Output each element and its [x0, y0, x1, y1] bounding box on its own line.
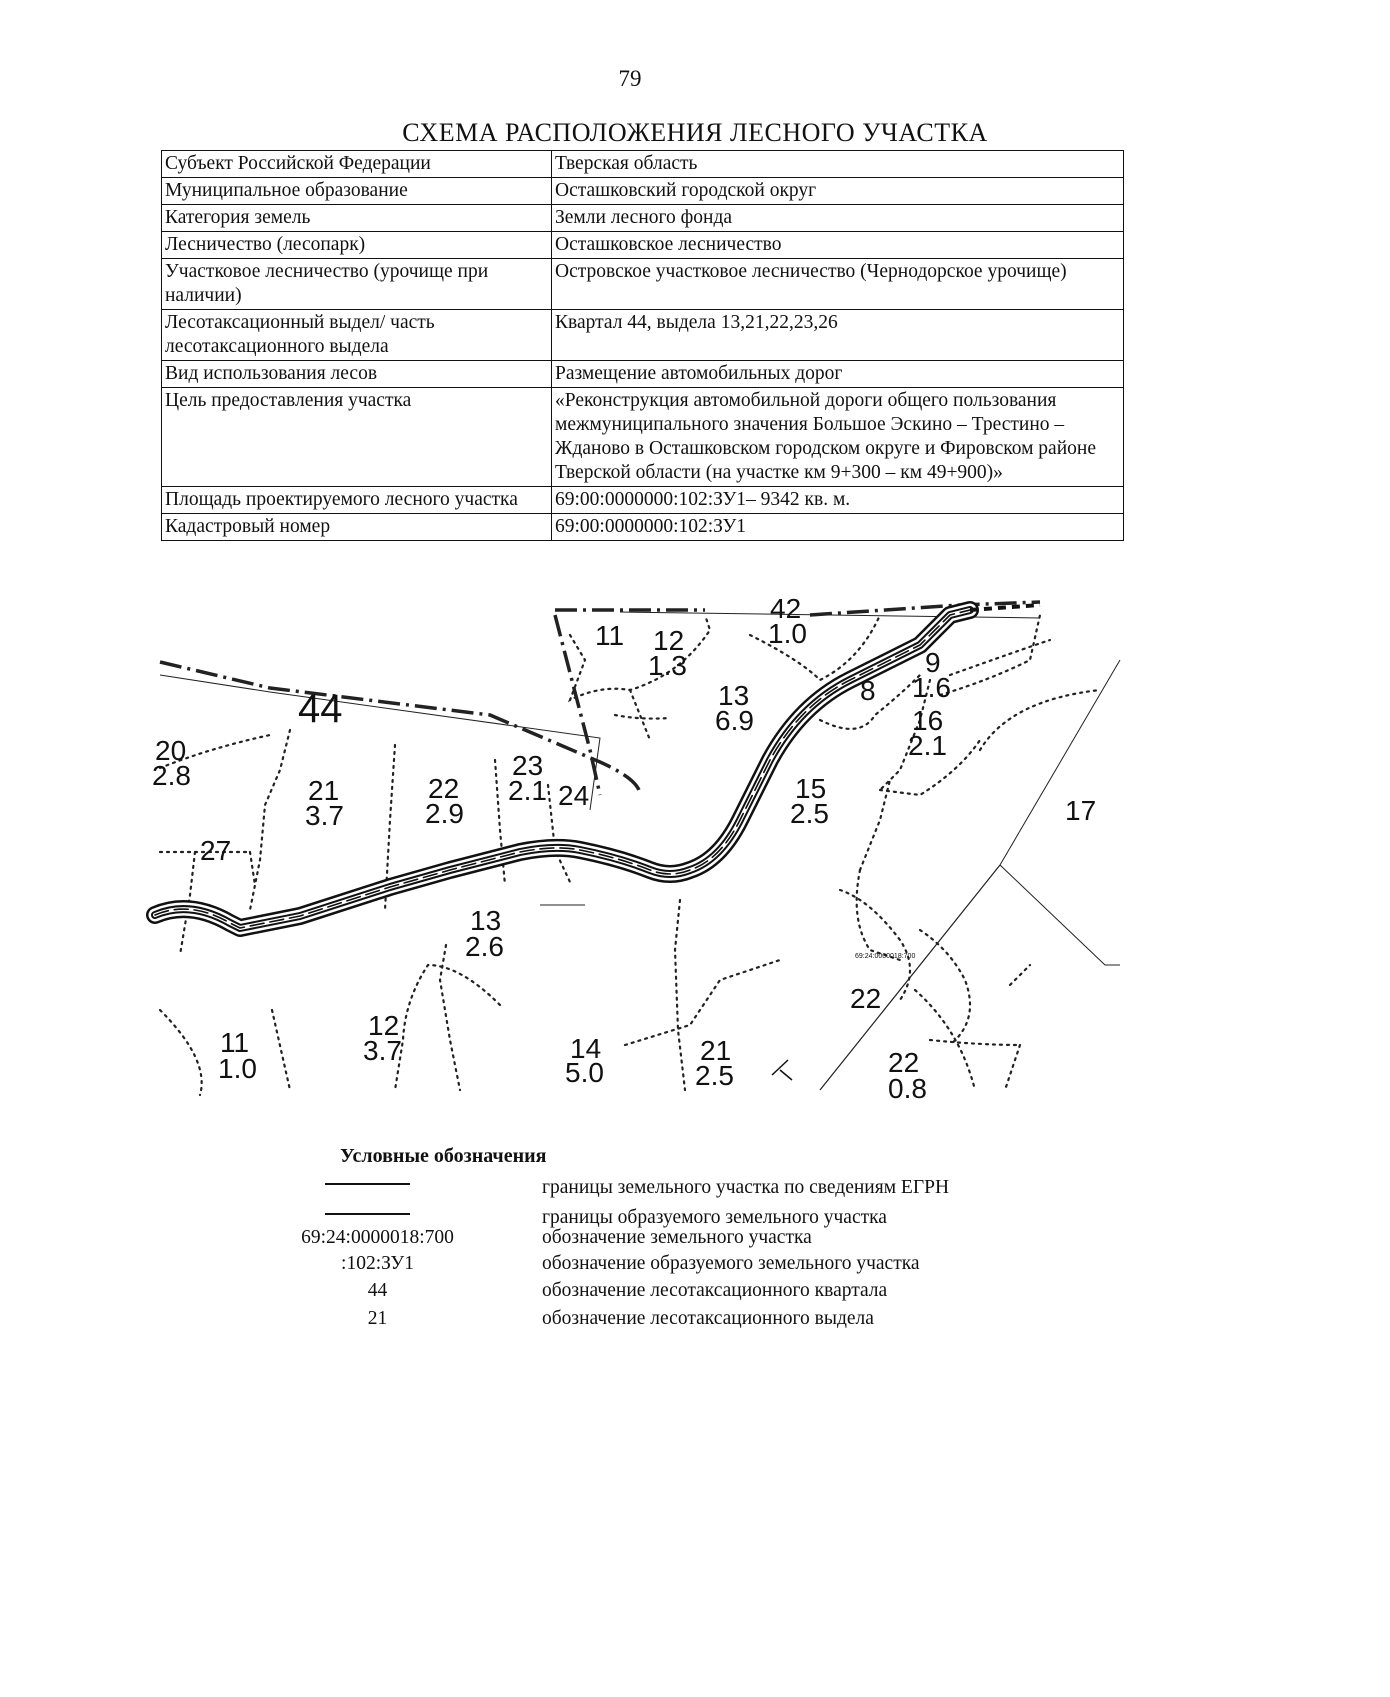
parcel-label: 69:24:0000018:700 — [855, 953, 916, 960]
legend-item — [270, 1280, 1030, 1306]
plot-number: 20 — [155, 735, 187, 766]
row-label: Вид использования лесов — [162, 361, 552, 388]
row-value: 69:00:0000000:102:ЗУ1– 9342 кв. м. — [552, 487, 1124, 514]
row-label: Категория земель — [162, 205, 552, 232]
legend-item — [270, 1253, 1030, 1279]
plot-area: 2.8 — [152, 760, 191, 791]
new-boundary-line-icon — [325, 1213, 410, 1215]
legend-item — [270, 1177, 1030, 1203]
row-label: Муниципальное образование — [162, 178, 552, 205]
legend-symbol: 44 — [367, 1280, 388, 1301]
row-label: Площадь проектируемого лесного участка — [162, 487, 552, 514]
plot-area: 2.5 — [695, 1060, 734, 1091]
plot-number: 8 — [860, 675, 876, 706]
plot-area: 2.5 — [790, 798, 829, 829]
plot-number: 21 — [308, 775, 340, 806]
legend-text: обозначение образуемого земельного участка — [542, 1253, 920, 1274]
table-row — [162, 205, 1124, 232]
plot-number: 22 — [428, 773, 460, 804]
plot-area: 0.8 — [888, 1073, 927, 1104]
table-row — [162, 361, 1124, 388]
legend-text: обозначение земельного участка — [542, 1227, 812, 1248]
plot-number: 12 — [368, 1010, 400, 1041]
plot-number: 17 — [1065, 795, 1097, 826]
plot-number: 23 — [512, 750, 544, 781]
plot-number: 14 — [570, 1033, 602, 1064]
row-value: Осташковское лесничество — [552, 232, 1124, 259]
table-row — [162, 259, 1124, 310]
row-value: Размещение автомобильных дорог — [552, 361, 1124, 388]
plot-number: 21 — [700, 1035, 732, 1066]
info-table — [161, 150, 1124, 541]
row-label: Лесничество (лесопарк) — [162, 232, 552, 259]
row-value: «Реконструкция автомобильной дороги общего пользования межмуниципального значения Большое Эскино – Трестино – Жданово в Осташковском городском округе и Фировском районе Тверской области (на участке км 9+300 – км 49+900)» — [552, 388, 1124, 487]
legend-text: обозначение лесотаксационного выдела — [542, 1308, 874, 1329]
plot-area: 3.7 — [305, 800, 344, 831]
plot-area: 3.7 — [363, 1035, 402, 1066]
document-title: СХЕМА РАСПОЛОЖЕНИЯ ЛЕСНОГО УЧАСТКА — [402, 118, 988, 147]
legend-symbol: :102:ЗУ1 — [341, 1253, 414, 1274]
egrn-boundary-line-icon — [325, 1183, 410, 1185]
forest-plot-map — [152, 593, 1120, 1104]
row-label: Цель предоставления участка — [162, 388, 552, 487]
plot-area: 6.9 — [715, 705, 754, 736]
plot-area: 1.3 — [648, 650, 687, 681]
plot-number: 15 — [795, 773, 827, 804]
quarter-label: 44 — [298, 687, 343, 731]
row-value: Квартал 44, выдела 13,21,22,23,26 — [552, 310, 1124, 361]
plot-area: 1.0 — [768, 618, 807, 649]
row-value: Земли лесного фонда — [552, 205, 1124, 232]
row-value: 69:00:0000000:102:ЗУ1 — [552, 514, 1124, 541]
page-number: 79 — [618, 66, 642, 91]
legend-text: границы земельного участка по сведениям ЕГРН — [542, 1177, 950, 1198]
table-row — [162, 487, 1124, 514]
plot-area: 2.6 — [465, 931, 504, 962]
legend-heading: Условные обозначения — [340, 1145, 547, 1167]
plot-area: 2.1 — [508, 775, 547, 806]
plot-area: 1.6 — [912, 672, 951, 703]
plot-area: 2.1 — [908, 730, 947, 761]
plot-number: 22 — [850, 983, 882, 1014]
table-row — [162, 388, 1124, 487]
legend-item — [270, 1308, 1030, 1334]
plot-area: 1.0 — [218, 1053, 257, 1084]
table-row — [162, 514, 1124, 541]
row-label: Субъект Российской Федерации — [162, 151, 552, 178]
row-label: Кадастровый номер — [162, 514, 552, 541]
plot-number: 16 — [912, 705, 944, 736]
table-row — [162, 178, 1124, 205]
legend-symbol: 21 — [367, 1308, 388, 1329]
table-row — [162, 151, 1124, 178]
plot-number: 11 — [220, 1027, 250, 1058]
table-row — [162, 310, 1124, 361]
plot-number: 12 — [653, 625, 685, 656]
legend-text: обозначение лесотаксационного квартала — [542, 1280, 888, 1301]
row-label: Лесотаксационный выдел/ часть лесотаксационного выдела — [162, 310, 552, 361]
row-value: Тверская область — [552, 151, 1124, 178]
plot-area: 2.9 — [425, 798, 464, 829]
plot-number: 42 — [770, 593, 802, 624]
legend-item — [270, 1227, 1030, 1253]
row-label: Участковое лесничество (урочище при наличии) — [162, 259, 552, 310]
plot-number: 13 — [718, 680, 750, 711]
plot-number: 9 — [925, 647, 941, 678]
row-value: Островское участковое лесничество (Чернодорское урочище) — [552, 259, 1124, 310]
plot-number: 11 — [595, 620, 625, 651]
legend-symbol: 69:24:0000018:700 — [301, 1227, 454, 1248]
plot-number: 24 — [558, 780, 590, 811]
plot-number: 27 — [200, 835, 232, 866]
row-value: Осташковский городской округ — [552, 178, 1124, 205]
legend-text: границы образуемого земельного участка — [542, 1207, 887, 1228]
plot-number: 13 — [470, 905, 502, 936]
table-row — [162, 232, 1124, 259]
plot-number: 22 — [888, 1047, 920, 1078]
plot-area: 5.0 — [565, 1057, 604, 1088]
